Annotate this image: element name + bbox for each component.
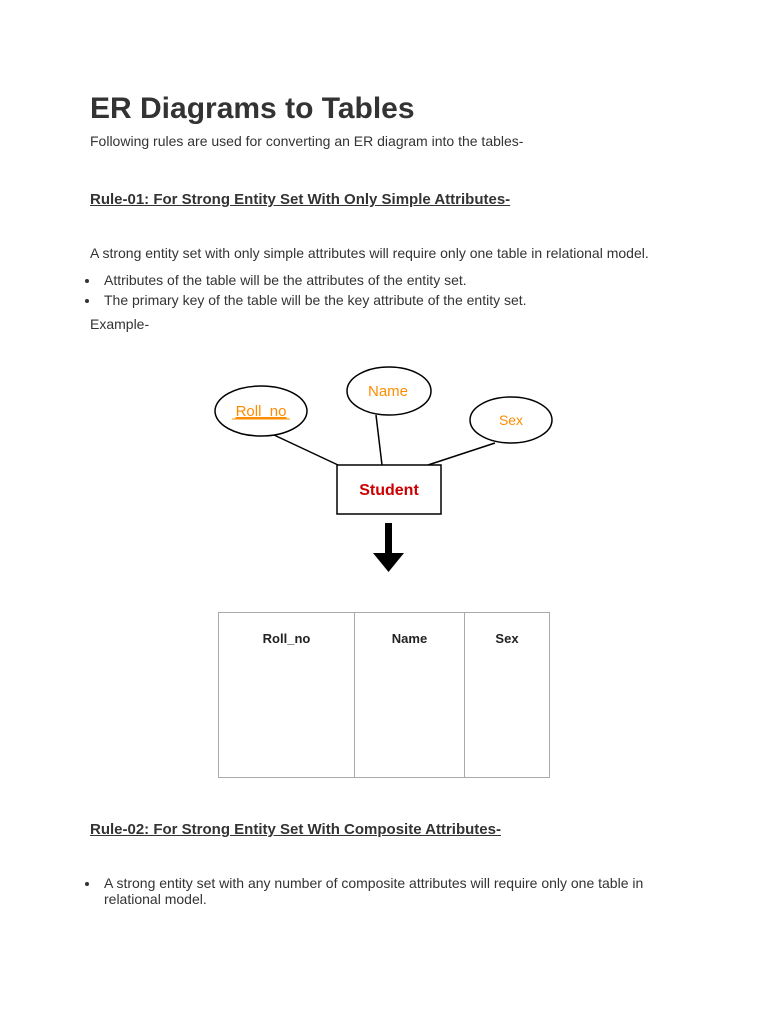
name-connector — [376, 415, 382, 465]
er-diagram — [200, 355, 560, 577]
rule-02-heading: Rule-02: For Strong Entity Set With Composite Attributes- — [90, 821, 501, 838]
attribute-label: Sex — [498, 412, 524, 428]
column-header-sex: Sex — [495, 631, 519, 646]
intro-text: Following rules are used for converting an ER diagram into the tables- — [90, 133, 524, 149]
rule-01-heading: Rule-01: For Strong Entity Set With Only Simple Attributes- — [90, 191, 511, 208]
entity-label: Student — [359, 482, 419, 499]
relational-table — [218, 612, 550, 778]
attribute-label: Roll_no — [235, 403, 287, 420]
entity-student — [337, 465, 441, 514]
roll-no-connector — [274, 435, 338, 465]
sex-connector — [428, 443, 495, 465]
page-title: ER Diagrams to Tables — [90, 92, 415, 125]
rule-01-bullet-list — [90, 272, 527, 312]
list-item: The primary key of the table will be the key attribute of the entity set. — [90, 292, 527, 309]
attribute-label: Name — [367, 383, 409, 400]
list-item: A strong entity set with any number of composite attributes will require only one table in relational model. — [90, 875, 684, 907]
rule-02-bullet-list — [90, 875, 684, 910]
column-header-name: Name — [355, 613, 465, 777]
rule-01-paragraph: A strong entity set with only simple attributes will require only one table in relational model. — [90, 245, 649, 261]
attribute-roll-no — [215, 386, 307, 436]
attribute-sex — [470, 397, 552, 443]
example-label: Example- — [90, 316, 150, 332]
list-item: Attributes of the table will be the attributes of the entity set. — [90, 272, 527, 289]
attribute-name — [347, 367, 431, 415]
column-header-roll-no: Roll_no — [219, 613, 355, 777]
arrow-down-icon — [373, 523, 404, 572]
